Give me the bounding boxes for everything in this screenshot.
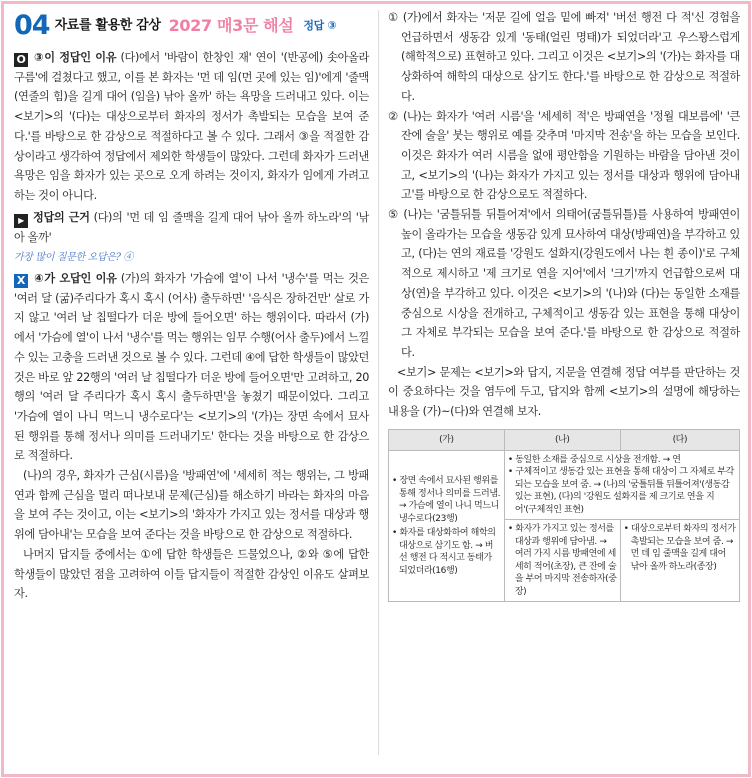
wrong-reason-label: ④가 오답인 이유: [33, 272, 117, 286]
unit-title: 자료를 활용한 감상: [54, 18, 161, 34]
table-header-row: [389, 429, 740, 450]
table-cell-da: [620, 520, 739, 602]
correct-reason-label: ③이 정답인 이유: [33, 51, 117, 64]
table-cell-item: • 장면 속에서 묘사된 행위를 통해 정서나 의미를 드러냄. → 가슴에 열이 나니 먹느니 냉수로다(23행): [392, 476, 501, 524]
table-header: (다): [620, 429, 739, 450]
answer-basis: [14, 208, 369, 248]
table-cell-item: • 동일한 소재를 중심으로 시상을 전개함. → 연: [507, 454, 681, 465]
option-number: ②: [388, 109, 399, 123]
answer-basis-label: 정답의 근거: [33, 210, 90, 224]
table-cell-item: • 구체적이고 생동감 있는 표현을 통해 대상이 그 자체로 부각되는 모습을 보여 줌. → (나)의 '굼틀뒤틀 뒤틀어져'(생동감 있는 표현), (다)의 '강원도 설화지를 제 크기로 연을 지어'(구체적인 표현): [507, 467, 734, 515]
right-column: [388, 8, 740, 602]
option-item: [388, 8, 740, 107]
exam-title: 2027 매3문 해설: [168, 16, 294, 36]
table-cell-item: • 화자가 가지고 있는 정서를 대상과 행위에 담아냄. → 여러 가지 시름 방패연에 세세히 적어(초장), 큰 잔에 술을 부어 마지막 전송하자(중장): [507, 524, 617, 597]
wrong-reason-paragraph-3: 나머지 답지들 중에서는 ①에 답한 학생들은 드물었으나, ②와 ⑤에 답한 학생들이 많았던 점을 고려하여 이들 답지들이 적절한 감상인 이유도 살펴보자.: [14, 547, 369, 601]
answer-label: 정답 ③: [303, 19, 337, 33]
wrong-marker-icon: X: [14, 274, 28, 288]
table-header: (가): [389, 429, 505, 450]
question-header: [14, 8, 369, 44]
option-text: (나)는 화자가 '여러 시름'을 '세세히 적'은 방패연을 '정월 대보름에' '큰 잔에 술을' 붓는 행위로 예를 갖추며 '마지막 전송'을 하는 모습을 보인다. 이것은 화자가 여러 시름을 없애 평안함을 기원하는 바람을 담아낸 것이고, <보기>의 '(나)는 화자가 가지고 있는 정서를 대상과 행위에 담아내고'를 바탕으로 한 감상으로도 적절하다.: [401, 109, 740, 202]
summary-paragraph: <보기> 문제는 <보기>와 답지, 지문을 연결해 정답 여부를 판단하는 것이 중요하다는 것을 염두에 두고, 답지와 함께 <보기>의 설명에 해당하는 내용을 (가)~(다)와 연결해 보자.: [388, 365, 740, 419]
table-cell-na: [504, 520, 620, 602]
option-item: [388, 107, 740, 206]
option-number: ①: [388, 11, 399, 24]
option-text: (가)에서 화자는 '저문 길에 얼음 밑에 빠져' '버선 행전 다 적'신 경험을 언급하면서 생동감 있게 '동태(얼린 명태)가 되었더라'고 우스꽝스럽게(해학적으로) 표현하고 있다. 그리고 이것은 <보기>의 '(가)는 화자를 대상화하여 해학의 대상으로 삼기도 한다.'를 바탕으로 한 감상으로 적절하다.: [401, 11, 740, 103]
answer-basis-body: (다)의 '먼 데 임 줄맥을 길게 대어 낚아 올까 하노라'의 '낚아 올까': [14, 210, 369, 244]
wrong-reason-paragraph-2: (나)의 경우, 화자가 근심(시름)을 '방패연'에 '세세히 적는 행위는, 그 방패연과 함께 근심을 멀리 떠나보내 문제(근심)를 해소하기 바라는 화자의 마음을 보여 주는 것이고, 이는 <보기>의 '화자가 가지고 있는 정서를 대상과 행위에 담아내'는 모습을 보여 준다는 것을 바탕으로 한 감상으로 적절하다.: [14, 469, 369, 542]
option-text: (나)는 '굼틀뒤틀 뒤틀어져'에서 의태어(굼틀뒤틀)를 사용하여 방패연이 높이 올라가는 모습을 생동감 있게 묘사하여 대상(방패연)을 부각하고 있고, (다)는 연의 재료를 '강원도 설화지(강원도에서 나는 흰 종이)'로 구체적으로 제시하고 '제 크기로 연을 지어'에서 '크기'까지 언급함으로써 대상(연)을 부각하고 있다. 이것은 <보기>의 '(나)와 (다)는 동일한 소재를 중심으로 시상을 전개하고, 구체적이고 생동감 있는 표현을 통해 대상이 그 자체로 부각되는 모습을 보여 준다.'를 바탕으로 한 감상으로 적절하다.: [401, 208, 740, 359]
wrong-reason-body: (가)의 화자가 '가슴에 열'이 나서 '냉수'를 먹는 것은 '여러 달 (굶)주리다가 혹시 혹시 (어사) 출두하면' '음식은 장하건만' 살로 가지 않고 '여러 날 칩떨다가 더운 방에 들어오면' 하는 행위이다. 따라서 (가)에서 '가슴에 열'이 나서 '냉수'를 먹는 행위는 임무 수행(어사 출두)에서 느낄 수 있는 고충을 드러낸 것으로 볼 수 있다. 그런데 ④에 답한 학생들이 많았던 것은 바로 앞 22행의 '여러 날 칩떨다가 더운 방에 들어오면'만 고려하고, 20행의 '여러 달 주리다가 혹시 혹시 출두하면'을 놓쳤기 때문이었다. 그리고 '가슴에 열이 나니 먹느니 냉수로다'는 <보기>의 '(가)는 장면 속에서 묘사된 행위를 통해 정서나 의미를 드러내기도' 한다는 것을 바탕으로 한 감상으로 적절하다.: [14, 272, 369, 463]
table-cell-ga: [389, 450, 505, 602]
question-number: 04: [14, 10, 50, 42]
table-row: [389, 450, 740, 520]
column-divider: [378, 10, 379, 755]
table-cell-item: • 대상으로부터 화자의 정서가 촉발되는 모습을 보여 줌. → 먼 데 임 줄맥을 길게 대어 낚아 올까 하노라(종장): [623, 524, 736, 572]
table-cell-item: • 화자를 대상화하여 해학의 대상으로 삼기도 함. → 버선 행전 다 적시고 동태가 되었더라(16행): [392, 528, 496, 576]
analysis-table: [388, 429, 740, 603]
left-column: [14, 8, 369, 604]
table-header: (나): [504, 429, 620, 450]
option-item: [388, 205, 740, 363]
handwritten-note: 가장 많이 질문한 오답은? ④: [14, 252, 134, 264]
wrong-reason: [14, 269, 369, 466]
triangle-marker-icon: ▶: [14, 214, 28, 228]
correct-reason-body: (다)에서 '바람이 한창인 재' 연이 '(반공에) 솟아올라 구름'에 걸쳤다고 했고, 이를 본 화자는 '먼 데 임(먼 곳에 있는 임)'에게 '줄맥(연줄의 힘)을 길게 대어 (임을) 낚아 올까' 하는 욕망을 드러내고 있다. 이는 <보기>의 '(다)는 대상으로부터 화자의 정서가 촉발되는 모습을 보여 준다.'를 바탕으로 한 감상으로 적절하다고 볼 수 있다. 그래서 ③을 적절한 감상이라고 생각하여 정답에서 제외한 학생들이 많았다. 그런데 화자가 드러낸 욕망은 임을 화자가 있는 곳으로 오게 하려는 것이지, 화자가 임에게 가려고 하는 것이 아니다.: [14, 51, 369, 202]
option-number: ⑤: [388, 208, 399, 222]
correct-marker-icon: O: [14, 53, 28, 67]
table-cell-nada: [504, 450, 739, 520]
correct-reason: [14, 48, 369, 206]
